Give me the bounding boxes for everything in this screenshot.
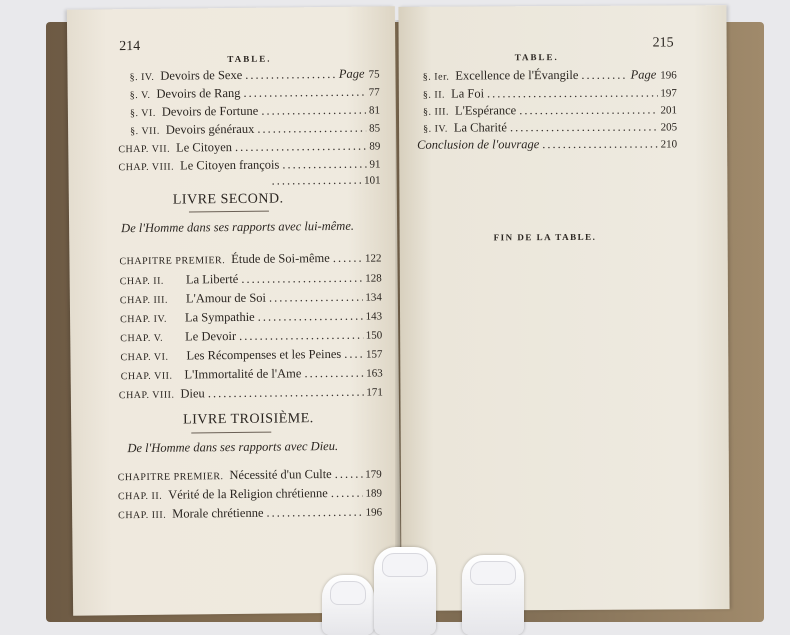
left-page [67, 6, 401, 615]
toc-entry: CHAP. V. Le Devoir ..... 150 [120, 327, 382, 345]
toc-entry: CHAP. VII. Le Citoyen ..... 89 [118, 138, 380, 156]
left-page-header: TABLE. [227, 53, 272, 65]
divider [191, 432, 271, 434]
right-page [398, 5, 729, 611]
toc-entry: §. II. La Foi ..... 197 [423, 85, 677, 101]
finger [462, 555, 524, 635]
toc-entry: CHAP. IV. La Sympathie ..... 143 [120, 308, 382, 326]
toc-entry: §. VI. Devoirs de Fortune ..... 81 [130, 102, 380, 120]
gloved-hand [322, 545, 542, 625]
toc-entry: §. VII. Devoirs généraux ..... 85 [130, 120, 380, 138]
right-page-number: 215 [652, 35, 674, 51]
toc-entry: §. IV. Devoirs de Sexe ..... Page 75 [129, 66, 379, 84]
toc-entry: CHAP. II. Vérité de la Religion chrétienne ..... 189 [118, 485, 382, 503]
toc-entry: CHAP. III. L'Amour de Soi ..... 134 [120, 289, 382, 307]
finger [374, 547, 436, 635]
toc-entry: CHAP. VIII. Dieu ..... 171 [119, 384, 383, 402]
toc-entry: §. IV. La Charité ..... 205 [423, 119, 677, 135]
toc-entry: §. V. Devoirs de Rang ..... 77 [130, 84, 380, 102]
toc-entry: CHAP. III. Morale chrétienne ..... 196 [118, 504, 382, 522]
toc-entry: CHAPITRE PREMIER. Étude de Soi-même ..... 122 [119, 250, 381, 268]
finger [322, 575, 374, 635]
toc-entry: CHAP. II. La Liberté ..... 128 [120, 270, 382, 288]
toc-entry: Conclusion de l'ouvrage ..... 210 [417, 136, 677, 152]
toc-entry: §. III. L'Espérance ..... 201 [423, 102, 677, 118]
toc-entry: CHAP. VIII. Le Citoyen françois ..... 91 [118, 156, 380, 174]
livre-troisieme-subtitle: De l'Homme dans ses rapports avec Dieu. [127, 438, 339, 456]
toc-entry: CHAPITRE PREMIER. Nécessité d'un Culte ..... 179 [118, 466, 382, 484]
divider [189, 211, 269, 213]
livre-second-title: LIVRE SECOND. [172, 191, 284, 208]
toc-entry: ..... 101 [269, 172, 381, 188]
toc-entry: CHAP. VII. L'Immortalité de l'Ame ..... 163 [121, 365, 383, 383]
toc-entry: §. Ier. Excellence de l'Évangile ..... Page 196 [423, 67, 677, 83]
right-page-header: TABLE. [514, 52, 559, 63]
livre-second-subtitle: De l'Homme dans ses rapports avec lui-même. [121, 218, 355, 236]
fin-de-la-table: FIN DE LA TABLE. [493, 231, 597, 243]
left-page-number: 214 [119, 38, 141, 55]
livre-troisieme-title: LIVRE TROISIÈME. [183, 411, 314, 428]
toc-entry: CHAP. VI. Les Récompenses et les Peines ..... 157 [120, 346, 382, 364]
